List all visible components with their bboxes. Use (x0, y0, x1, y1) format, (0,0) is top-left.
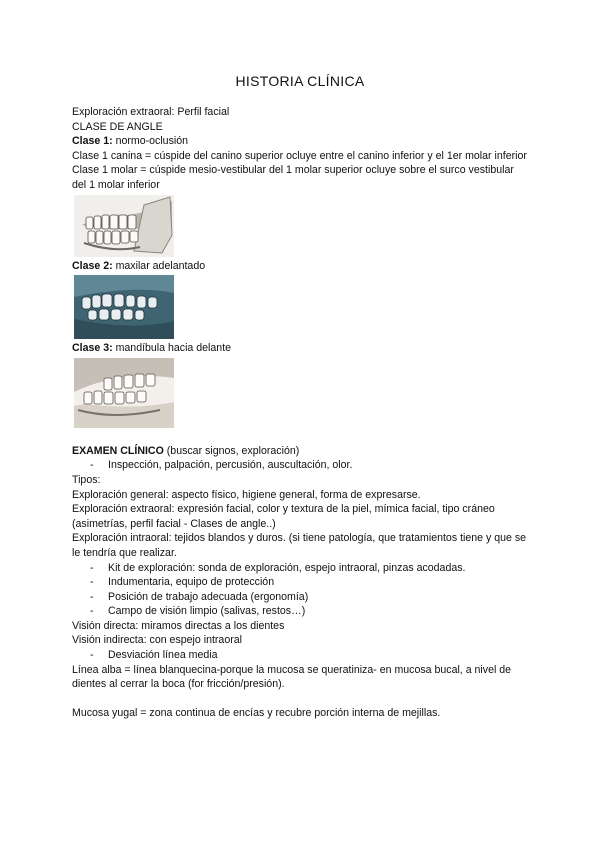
clase3-label: Clase 3: (72, 342, 113, 355)
clase1-teeth-illustration (74, 195, 174, 257)
clase3-teeth-illustration (74, 358, 174, 428)
bullet-dash: - (90, 576, 94, 589)
list-item (72, 648, 527, 663)
bullet-dash: - (90, 649, 94, 662)
indirecta-bullet-1: Desviación línea media (108, 649, 218, 662)
intraoral-bullet-1: Kit de exploración: sonda de exploración, espejo intraoral, pinzas acodadas. (108, 561, 466, 574)
clase1-text: normo-oclusión (112, 135, 189, 148)
clase2-label: Clase 2: (72, 259, 113, 272)
bullet-dash: - (90, 590, 94, 603)
clase1-label: Clase 1: (72, 135, 113, 148)
bullet-dash: - (90, 459, 94, 472)
clase1-molar: Clase 1 molar = cúspide mesio-vestibular del 1 molar superior ocluye sobre el surco vestibular del 1 molar inferior (72, 164, 514, 191)
intro-line-2: CLASE DE ANGLE (72, 120, 163, 133)
intraoral-bullet-3: Posición de trabajo adecuada (ergonomía) (108, 590, 309, 603)
spacer (72, 692, 527, 706)
exploracion-general: Exploración general: aspecto físico, higiene general, forma de expresarse. (72, 488, 421, 501)
intraoral-bullet-2: Indumentaria, equipo de protección (108, 576, 275, 589)
clase2-heading (72, 259, 527, 274)
vision-directa: Visión directa: miramos directas a los dientes (72, 619, 285, 632)
clase1-heading (72, 134, 527, 149)
mucosa-yugal: Mucosa yugal = zona continua de encías y recubre porción interna de mejillas. (72, 706, 441, 719)
clase3-text: mandíbula hacia delante (112, 342, 232, 355)
clase2-text: maxilar adelantado (112, 259, 206, 272)
list-item (72, 604, 527, 619)
list-item (72, 575, 527, 590)
vision-indirecta: Visión indirecta: con espejo intraoral (72, 634, 242, 647)
exploracion-intraoral: Exploración intraoral: tejidos blandos y duros. (si tiene patología, que tratamientos tiene y que se le tendría que realizar. (72, 532, 527, 559)
list-item (72, 561, 527, 576)
examen-heading-bold: EXAMEN CLÍNICO (72, 444, 164, 457)
exploracion-extraoral: Exploración extraoral: expresión facial, color y textura de la piel, mímica facial, tipo cráneo (asimetrías, perfil facial - Clases de angle..) (72, 503, 495, 530)
examen-bullet-1: Inspección, palpación, percusión, auscultación, olor. (108, 459, 353, 472)
list-item (72, 458, 527, 473)
clase2-teeth-illustration (74, 275, 174, 339)
bullet-dash: - (90, 561, 94, 574)
tipos-line: Tipos: (72, 473, 101, 486)
intraoral-bullet-4: Campo de visión limpio (salivas, restos…) (108, 605, 306, 618)
clase1-canina: Clase 1 canina = cúspide del canino superior ocluye entre el canino inferior y el 1er molar inferior (72, 149, 527, 162)
document-body (72, 105, 527, 720)
examen-heading (72, 444, 527, 459)
bullet-dash: - (90, 605, 94, 618)
clase3-heading (72, 341, 527, 356)
examen-heading-rest: (buscar signos, exploración) (163, 444, 300, 457)
spacer (72, 430, 527, 444)
intro-line-1: Exploración extraoral: Perfil facial (72, 106, 230, 118)
linea-alba: Línea alba = línea blanquecina-porque la mucosa se queratiniza- en mucosa bucal, a nivel de dientes al cerrar la boca (for fricción/presión). (72, 663, 512, 691)
list-item (72, 590, 527, 605)
page-title: HISTORIA CLÍNICA (235, 73, 365, 89)
